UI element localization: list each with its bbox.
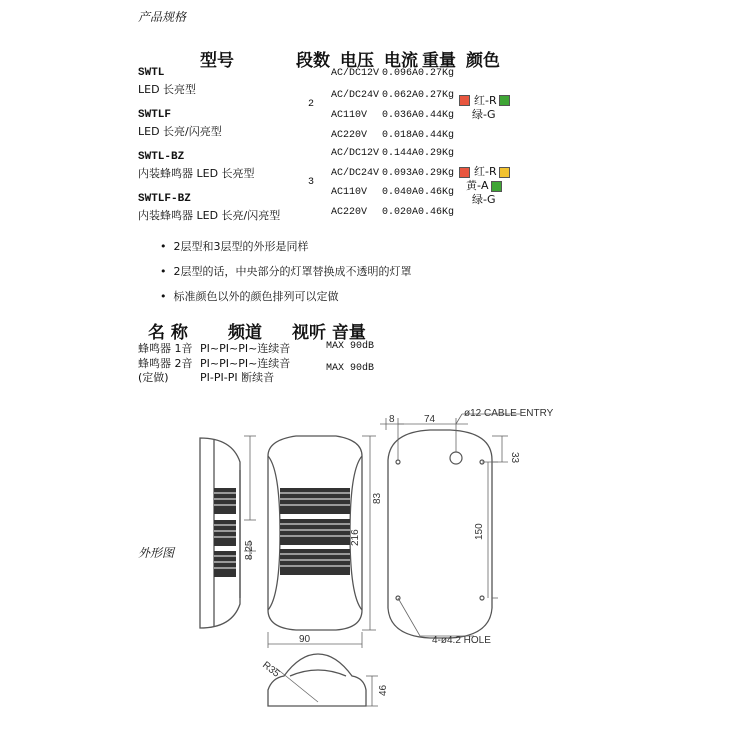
header-current: 电流	[384, 51, 418, 71]
buzzer-channel: PI~PI~PI~连续音	[200, 342, 291, 355]
note-text: 2层型的话，中央部分的灯罩替换成不透明的灯罩	[173, 265, 412, 278]
note-item: • 2层型的话，中央部分的灯罩替换成不透明的灯罩	[160, 265, 412, 278]
weight-cell: 0.44Kg	[418, 130, 455, 141]
header-voltage: 电压	[340, 51, 374, 71]
dim-216: 216	[350, 529, 361, 546]
model-desc: 内装蜂鸣器 LED 长亮型	[138, 167, 255, 180]
color-label: 绿-G	[472, 193, 496, 206]
buzzer-header-channel: 频道	[228, 323, 262, 343]
weight-cell: 0.44Kg	[418, 110, 455, 121]
voltage-cell: AC/DC12V	[331, 148, 380, 159]
buzzer-channel: PI-PI-PI 断续音	[200, 371, 275, 384]
weight-cell: 0.29Kg	[418, 148, 455, 159]
voltage-cell: AC220V	[331, 130, 368, 141]
side-lens-middle	[214, 520, 236, 546]
buzzer-volume: MAX 90dB	[326, 341, 375, 352]
color-label: 绿-G	[472, 108, 496, 121]
model-code: SWTL-BZ	[138, 151, 185, 163]
note-text: 标准颜色以外的颜色排列可以定做	[173, 290, 339, 303]
front-lens-upper	[280, 488, 350, 514]
weight-cell: 0.46Kg	[418, 187, 455, 198]
voltage-cell: AC110V	[331, 187, 368, 198]
side-lens-upper	[214, 488, 236, 514]
dim-33: 33	[509, 452, 520, 464]
current-cell: 0.020A	[382, 207, 419, 218]
note-item: • 标准颜色以外的颜色排列可以定做	[160, 290, 339, 303]
dim-90: 90	[299, 634, 311, 645]
buzzer-volume: MAX 90dB	[326, 363, 375, 374]
buzzer-name: (定做)	[138, 371, 169, 384]
voltage-cell: AC/DC24V	[331, 90, 380, 101]
model-desc: 内装蜂鸣器 LED 长亮/闪亮型	[138, 209, 281, 222]
segments-value: 3	[308, 177, 315, 188]
dim-hole: 4-ø4.2 HOLE	[432, 635, 491, 646]
buzzer-header-name: 名 称	[148, 323, 188, 343]
note-item: • 2层型和3层型的外形是同样	[160, 240, 309, 253]
current-cell: 0.040A	[382, 187, 419, 198]
mount-hole	[396, 460, 400, 464]
voltage-cell: AC110V	[331, 110, 368, 121]
model-code: SWTLF-BZ	[138, 193, 191, 205]
model-desc: LED 长亮/闪亮型	[138, 125, 222, 138]
current-cell: 0.036A	[382, 110, 419, 121]
dim-cable-entry: ø12 CABLE ENTRY	[464, 408, 554, 419]
weight-cell: 0.27Kg	[418, 68, 455, 79]
model-code: SWTL	[138, 67, 165, 79]
voltage-cell: AC/DC12V	[331, 68, 380, 79]
weight-cell: 0.29Kg	[418, 168, 455, 179]
front-lens-lower	[280, 549, 350, 575]
voltage-cell: AC/DC24V	[331, 168, 380, 179]
header-model: 型号	[200, 51, 234, 71]
segments-value: 2	[308, 99, 315, 110]
mount-hole	[480, 596, 484, 600]
model-code: SWTLF	[138, 109, 172, 121]
color-label: 红-R	[474, 165, 497, 178]
dome-outline	[268, 654, 366, 706]
buzzer-header-volume: 视听 音量	[292, 323, 366, 343]
current-cell: 0.093A	[382, 168, 419, 179]
weight-cell: 0.27Kg	[418, 90, 455, 101]
model-desc: LED 长亮型	[138, 83, 197, 96]
buzzer-channel: PI~PI~PI~连续音	[200, 357, 291, 370]
cable-entry-hole	[450, 452, 462, 464]
note-text: 2层型和3层型的外形是同样	[173, 240, 309, 253]
buzzer-name: 蜂鸣器 2音	[138, 357, 193, 370]
current-cell: 0.096A	[382, 68, 419, 79]
lens-grills	[214, 488, 350, 577]
spec-section-title: 产品规格	[138, 10, 187, 24]
dim-83: 83	[372, 492, 383, 504]
voltage-cell: AC220V	[331, 207, 368, 218]
dim-8-25: 8.25	[244, 540, 255, 560]
front-lens-middle	[280, 519, 350, 545]
current-cell: 0.144A	[382, 148, 419, 159]
side-lens-lower	[214, 551, 236, 577]
current-cell: 0.018A	[382, 130, 419, 141]
header-color: 颜色	[466, 51, 500, 71]
color-label: 黄-A	[466, 179, 489, 192]
dim-8: 8	[389, 414, 395, 425]
weight-cell: 0.46Kg	[418, 207, 455, 218]
dim-74: 74	[424, 414, 436, 425]
dim-46: 46	[378, 684, 389, 696]
color-label: 红-R	[474, 94, 497, 107]
header-segments: 段数	[296, 51, 330, 71]
dim-r35: R35	[260, 659, 282, 680]
header-weight: 重量	[422, 51, 456, 71]
outline-section-title: 外形图	[138, 546, 175, 560]
dim-150: 150	[474, 523, 485, 540]
current-cell: 0.062A	[382, 90, 419, 101]
buzzer-name: 蜂鸣器 1音	[138, 342, 193, 355]
